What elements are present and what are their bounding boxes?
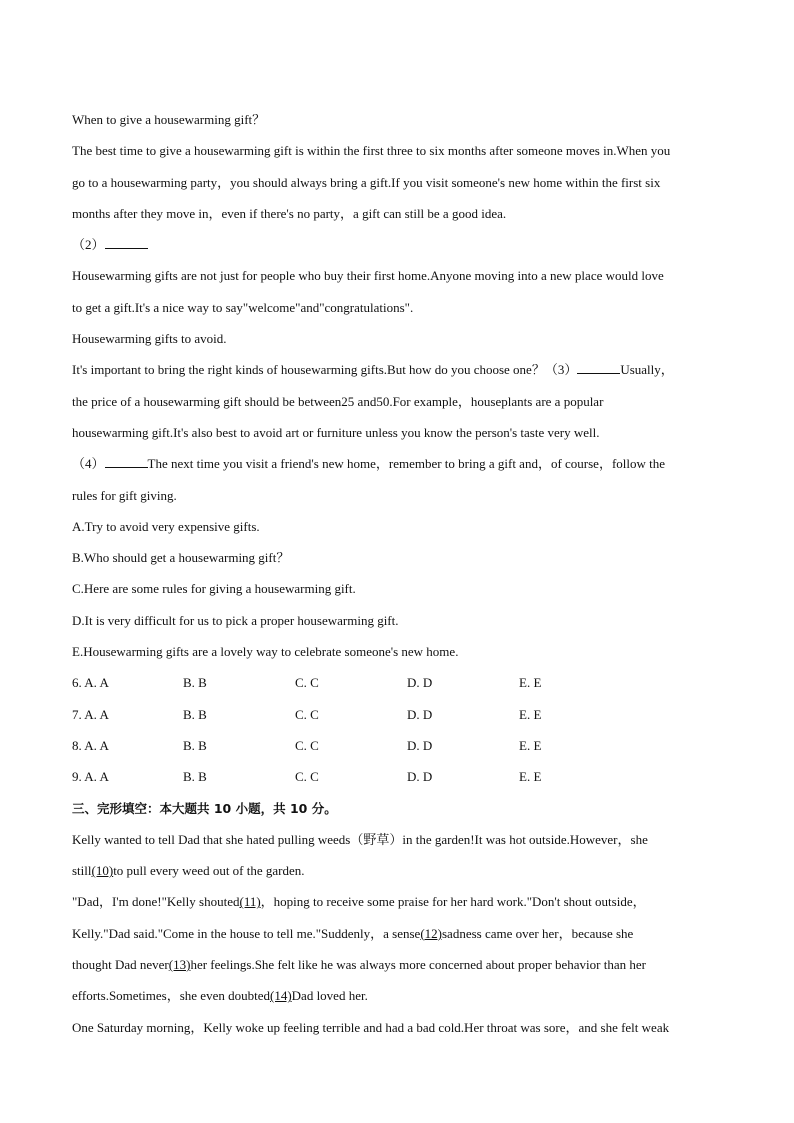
cloze-line [72,855,722,886]
passage-text: It's important to bring the right kinds of housewarming gifts.But how do you choose one？（3） [72,362,578,378]
cloze-text: to pull every weed out of the garden. [113,863,305,879]
passage-subheading: Housewarming gifts to avoid. [72,331,227,347]
cloze-text: thought Dad never [72,957,169,973]
choice-c[interactable]: C. C [295,675,319,691]
choice-a[interactable]: A. A [84,737,109,753]
passage-line: months after they move in，even if there's no party，a gift can still be a good idea. [72,205,507,221]
cloze-blank-12[interactable]: (12) [420,925,442,941]
choice-e[interactable]: E. E [519,737,542,753]
blank-number: （2） [72,237,105,253]
passage-line: rules for gift giving. [72,487,177,503]
option-d: D.It is very difficult for us to pick a proper housewarming gift. [72,612,399,628]
choice-e[interactable]: E. E [519,706,542,722]
cloze-blank-13[interactable]: (13) [168,957,191,973]
document-page [72,104,722,1043]
question-number: 6. [72,675,82,691]
question-number-6 [72,667,109,698]
cloze-line [72,886,722,917]
cloze-text: Kelly."Dad said."Come in the house to tell me."Suddenly，a sense [72,925,421,941]
passage-line: the price of a housewarming gift should be between25 and50.For example，houseplants are a popular [72,393,604,409]
choice-e[interactable]: E. E [519,769,542,785]
question-number-8 [72,730,109,761]
answer-row [72,699,722,730]
choice-b[interactable]: B. B [183,769,207,785]
choice-d[interactable]: D. D [407,675,433,691]
choice-b[interactable]: B. B [183,737,207,753]
cloze-line [72,949,722,980]
cloze-text: efforts.Sometimes，she even doubted [72,988,270,1004]
passage-line: Housewarming gifts are not just for people who buy their first home.Anyone moving into a new place would love [72,268,664,284]
cloze-text: sadness came over her，because she [442,925,634,941]
passage-line [72,354,722,385]
answer-row [72,730,722,761]
blank-line-2 [72,229,722,260]
cloze-text: ，hoping to receive some praise for her hard work."Don't shout outside， [260,894,646,910]
cloze-line: Kelly wanted to tell Dad that she hated pulling weeds（野草）in the garden!It was hot outside.However，she [72,831,648,847]
choice-c[interactable]: C. C [295,706,319,722]
answer-row [72,761,722,792]
choice-a[interactable]: A. A [84,769,109,785]
choice-d[interactable]: D. D [407,706,433,722]
blank-number: （4） [72,456,105,472]
answer-blank[interactable] [105,456,148,468]
choice-e[interactable]: E. E [519,675,542,691]
choice-b[interactable]: B. B [183,706,207,722]
cloze-text: still [72,863,92,879]
question-number-7 [72,699,109,730]
choice-a[interactable]: A. A [84,706,109,722]
option-a: A.Try to avoid very expensive gifts. [72,518,260,534]
passage-line: to get a gift.It's a nice way to say"welcome"and"congratulations". [72,299,414,315]
option-b: B.Who should get a housewarming gift？ [72,550,290,566]
answer-row [72,667,722,698]
question-number: 9. [72,769,82,785]
choice-c[interactable]: C. C [295,769,319,785]
cloze-text: her feelings.She felt like he was always more concerned about proper behavior than her [190,957,646,973]
option-e: E.Housewarming gifts are a lovely way to celebrate someone's new home. [72,644,459,660]
cloze-blank-10[interactable]: (10) [91,863,114,879]
cloze-blank-11[interactable]: (11) [239,894,261,910]
passage-text: Usually， [620,362,674,378]
answer-blank[interactable] [577,362,620,374]
passage-line [72,448,722,479]
choice-a[interactable]: A. A [84,675,109,691]
cloze-blank-14[interactable]: (14) [269,988,292,1004]
cloze-line: One Saturday morning，Kelly woke up feeling terrible and had a bad cold.Her throat was sore，and she felt weak [72,1019,670,1035]
passage-line: housewarming gift.It's also best to avoid art or furniture unless you know the person's taste very well. [72,424,600,440]
cloze-text: Dad loved her. [291,988,368,1004]
choice-c[interactable]: C. C [295,737,319,753]
passage-line: When to give a housewarming gift？ [72,112,266,127]
answer-blank[interactable] [105,237,148,249]
passage-line: The best time to give a housewarming gift is within the first three to six months after someone moves in.When you [72,143,671,159]
cloze-text: "Dad，I'm done!"Kelly shouted [72,894,240,910]
passage-line: go to a housewarming party，you should always bring a gift.If you visit someone's new home within the first six [72,174,661,190]
cloze-line [72,980,722,1011]
choice-d[interactable]: D. D [407,769,433,785]
passage-text: The next time you visit a friend's new home，remember to bring a gift and，of course，follow the [147,456,666,472]
choice-d[interactable]: D. D [407,737,433,753]
question-number-9 [72,761,109,792]
question-number: 7. [72,706,82,722]
cloze-line [72,918,722,949]
section-heading: 三、完形填空：本大题共 10 小题，共 10 分。 [72,800,337,816]
choice-b[interactable]: B. B [183,675,207,691]
question-number: 8. [72,737,82,753]
option-c: C.Here are some rules for giving a housewarming gift. [72,581,356,597]
